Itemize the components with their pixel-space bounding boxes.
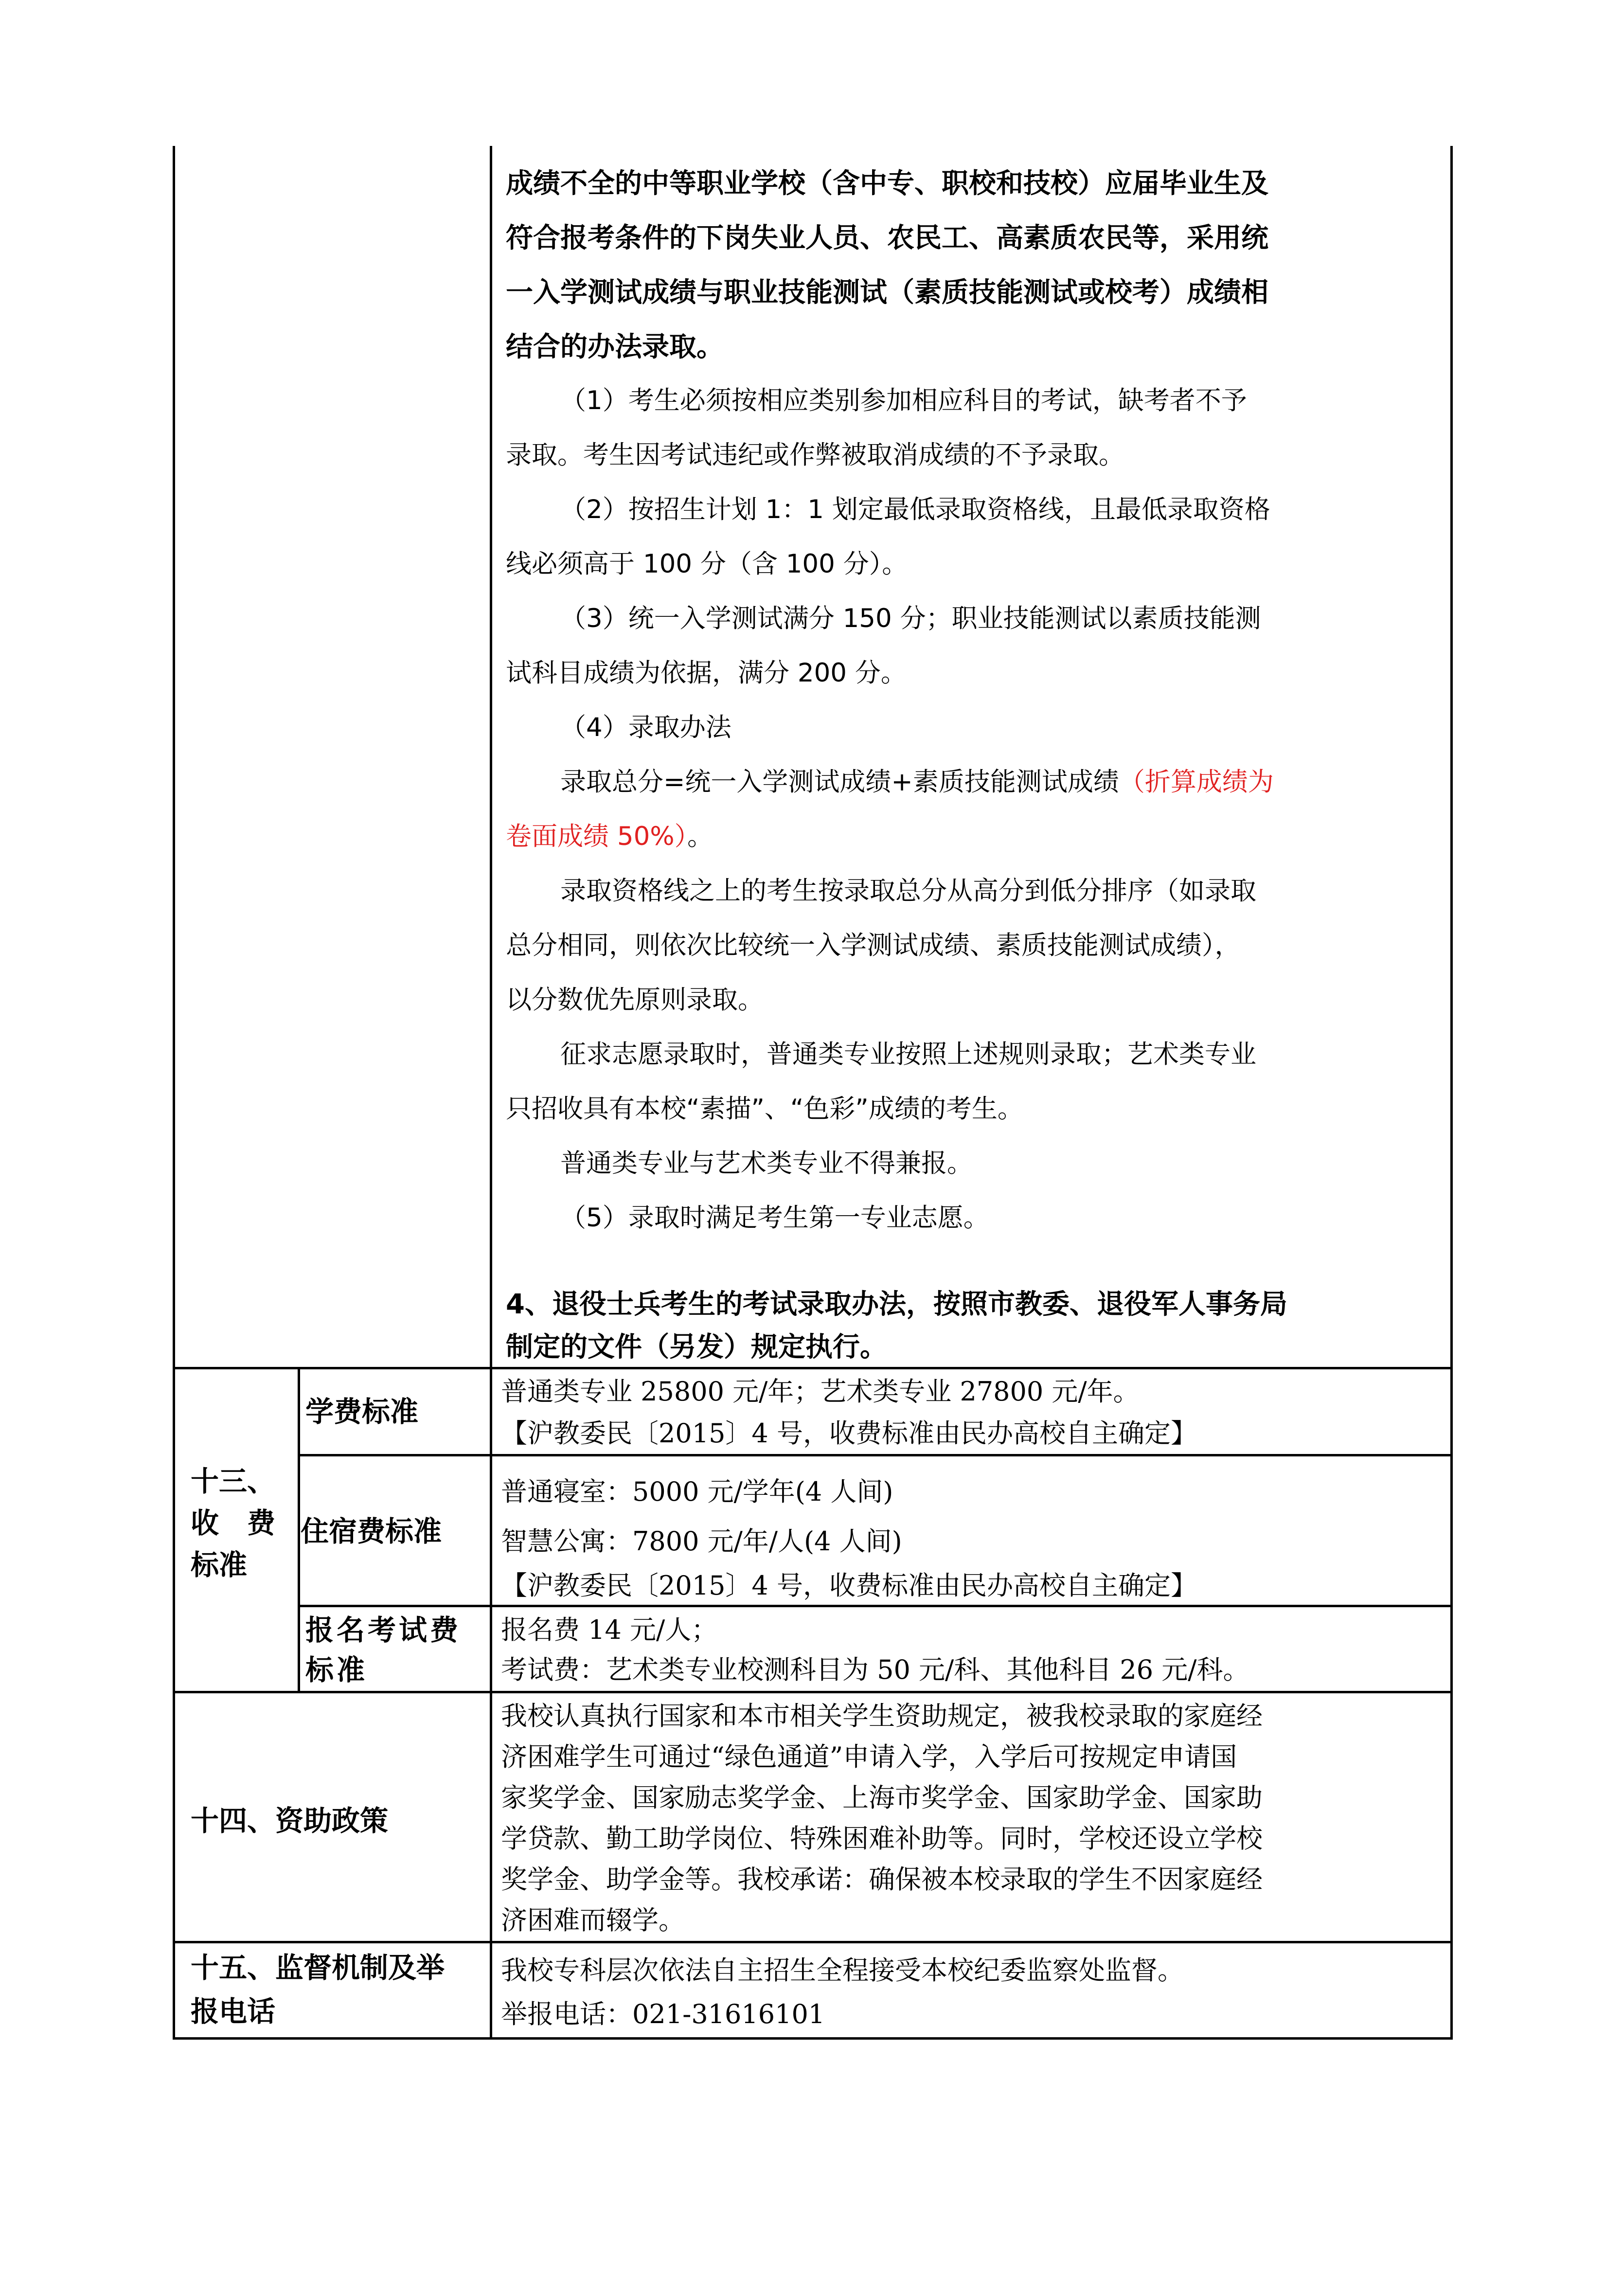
rule-3-line: （3）统一入学测试满分 150 分；职业技能测试以素质技能测 <box>560 604 1261 633</box>
admission-intro-line: 结合的办法录取。 <box>506 331 724 363</box>
rule-1 <box>506 374 1247 483</box>
rule-2-line: 线必须高于 100 分（含 100 分）。 <box>506 549 908 579</box>
housing-detail-line: 普通寝室：5000 元/学年(4 人间) <box>501 1476 893 1507</box>
housing-details <box>501 1467 1197 1605</box>
rule-2-line: （2）按招生计划 1：1 划定最低录取资格线，且最低录取资格 <box>560 495 1270 524</box>
veteran-admission-line: 4、退役士兵考生的考试录取办法，按照市教委、退役军人事务局 <box>506 1289 1287 1320</box>
exam-fee-details <box>501 1610 1249 1690</box>
tuition-detail-line: 【沪教委民〔2015〕4 号，收费标准由民办高校自主确定】 <box>501 1418 1197 1449</box>
formula-end: 。 <box>687 822 713 851</box>
report-phone: 举报电话：021-31616101 <box>501 1999 825 2029</box>
housing-label <box>301 1512 442 1551</box>
table-right-border <box>1450 146 1453 2040</box>
admission-formula-line-2 <box>506 809 1274 864</box>
tuition-details <box>501 1371 1197 1454</box>
formula-text: 录取总分=统一入学测试成绩+素质技能测试成绩 <box>560 767 1119 797</box>
row-divider-aid-bottom <box>173 1941 1453 1943</box>
admission-formula <box>506 755 1274 864</box>
ranking-rule-line: 录取资格线之上的考生按录取总分从高分到低分排序（如录取 <box>560 876 1256 906</box>
fee-subcolumn-divider <box>298 1368 300 1692</box>
housing-detail-line: 【沪教委民〔2015〕4 号，收费标准由民办高校自主确定】 <box>501 1570 1197 1601</box>
veteran-admission <box>506 1283 1287 1369</box>
rule-3-line: 试科目成绩为依据，满分 200 分。 <box>506 658 907 688</box>
table-bottom-border <box>173 2037 1453 2040</box>
exam-fee-detail-line: 考试费：艺术类专业校测科目为 50 元/科、其他科目 26 元/科。 <box>501 1654 1249 1685</box>
ranking-rule-line: 总分相同，则依次比较统一入学测试成绩、素质技能测试成绩）， <box>506 931 1241 960</box>
tuition-label-text: 学费标准 <box>305 1395 419 1428</box>
rule-4-title-text: （4）录取办法 <box>560 713 731 742</box>
rule-1-line: （1）考生必须按相应类别参加相应科目的考试，缺考者不予 <box>560 386 1247 415</box>
exam-fee-label <box>305 1610 461 1690</box>
admission-formula-line-1 <box>506 755 1274 809</box>
aid-policy-line: 我校认真执行国家和本市相关学生资助规定，被我校录取的家庭经 <box>501 1701 1263 1731</box>
formula-note: 卷面成绩 50%） <box>506 822 688 851</box>
rule-5 <box>560 1191 989 1245</box>
aid-section-label <box>191 1799 388 1843</box>
supervision-section-label <box>191 1946 445 2033</box>
ranking-rule-line: 以分数优先原则录取。 <box>506 985 764 1015</box>
supplement-rule-line: 征求志愿录取时，普通类专业按照上述规则录取；艺术类专业 <box>560 1040 1256 1069</box>
admission-intro <box>506 157 1268 375</box>
exam-fee-label-line: 报名考试费 <box>305 1614 462 1647</box>
admission-intro-line: 符合报考条件的下岗失业人员、农民工、高素质农民等，采用统 <box>506 222 1268 254</box>
supervision-section-label-line: 报电话 <box>191 1995 276 2028</box>
aid-policy-line: 家奖学金、国家励志奖学金、上海市奖学金、国家助学金、国家助 <box>501 1782 1263 1813</box>
rule-1-line: 录取。考生因考试违纪或作弊被取消成绩的不予录取。 <box>506 440 1124 470</box>
label-column-divider <box>490 146 492 2040</box>
rule-3 <box>506 592 1261 700</box>
no-dual-application <box>560 1136 973 1191</box>
fees-section-label-line: 收 费 <box>191 1507 276 1540</box>
formula-note: （折算成绩为 <box>1119 767 1274 797</box>
tuition-label <box>305 1392 418 1431</box>
supervision-section-label-line: 十五、监督机制及举 <box>191 1951 445 1984</box>
ranking-rule <box>506 864 1256 1027</box>
supplement-rule-line: 只招收具有本校“素描”、“色彩”成绩的考生。 <box>506 1094 1023 1124</box>
supervision-text <box>501 1949 1184 2036</box>
fees-section-label-line: 标准 <box>191 1548 248 1581</box>
rule-4-title <box>560 700 731 755</box>
exam-fee-label-line: 标准 <box>305 1653 368 1686</box>
admission-intro-line: 成绩不全的中等职业学校（含中专、职校和技校）应届毕业生及 <box>506 168 1268 199</box>
veteran-admission-line: 制定的文件（另发）规定执行。 <box>506 1331 887 1363</box>
rule-5-text: （5）录取时满足考生第一专业志愿。 <box>560 1203 989 1233</box>
fees-section-label <box>191 1460 275 1586</box>
fees-section-label-line: 十三、 <box>191 1465 276 1498</box>
aid-policy-text <box>501 1696 1263 1941</box>
tuition-detail-line: 普通类专业 25800 元/年；艺术类专业 27800 元/年。 <box>501 1376 1140 1407</box>
row-divider-fees-bottom <box>173 1691 1453 1693</box>
housing-detail-line: 智慧公寓：7800 元/年/人(4 人间) <box>501 1526 902 1557</box>
supplement-rule <box>506 1027 1256 1136</box>
aid-policy-line: 奖学金、助学金等。我校承诺：确保被本校录取的学生不因家庭经 <box>501 1864 1263 1895</box>
aid-policy-line: 学贷款、勤工助学岗位、特殊困难补助等。同时，学校还设立学校 <box>501 1823 1263 1854</box>
aid-policy-line: 济困难而辍学。 <box>501 1905 685 1936</box>
admission-intro-line: 一入学测试成绩与职业技能测试（素质技能测试或校考）成绩相 <box>506 277 1268 308</box>
rule-2 <box>506 483 1270 592</box>
exam-fee-detail-line: 报名费 14 元/人； <box>501 1614 718 1645</box>
aid-section-label-text: 十四、资助政策 <box>191 1804 389 1837</box>
table-left-border <box>173 146 175 2040</box>
no-dual-application-text: 普通类专业与艺术类专业不得兼报。 <box>560 1148 973 1178</box>
supervision-line: 我校专科层次依法自主招生全程接受本校纪委监察处监督。 <box>501 1955 1184 1986</box>
housing-label-text: 住宿费标准 <box>301 1515 442 1548</box>
aid-policy-line: 济困难学生可通过“绿色通道”申请入学，入学后可按规定申请国 <box>501 1741 1237 1772</box>
